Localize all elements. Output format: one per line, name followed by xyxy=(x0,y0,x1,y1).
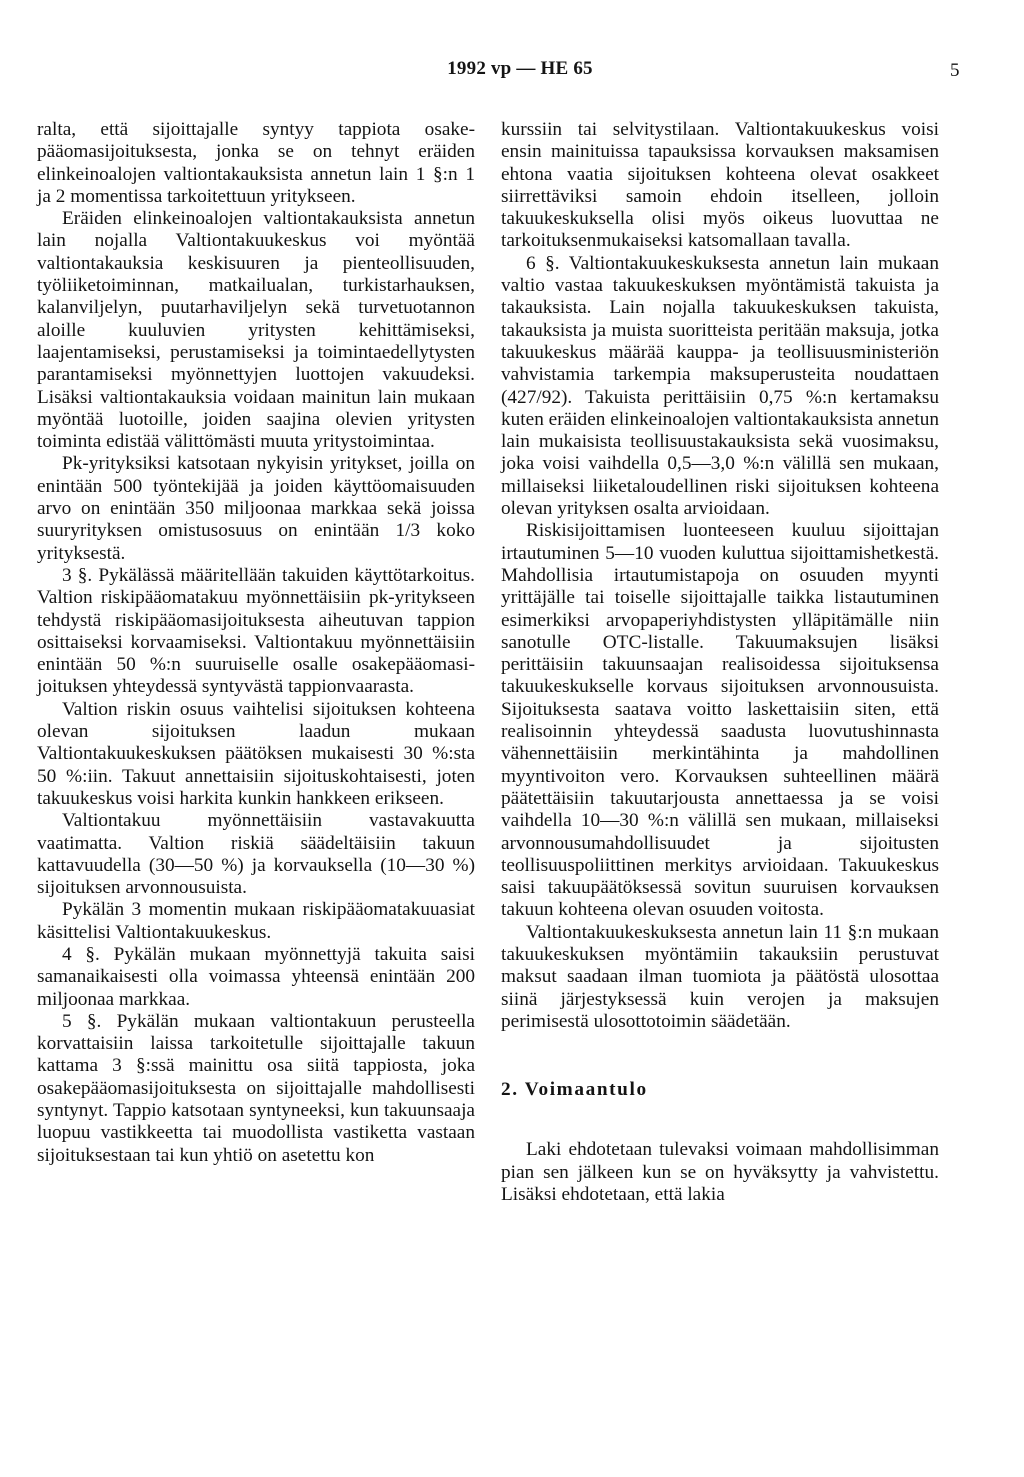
paragraph: kurssiin tai selvitystilaan. Valtiontakuukeskus voisi ensin mainituissa tapauksissa korvauksen maksamisen ehtona vaatia sijoituksen kohteena olevat osakkeet siirrettäviksi samoin ehdoin itselleen, jolloin takuukeskuksella olisi myös oikeus luovuttaa ne tarkoituksenmukaiseksi katsomallaan tavalla. xyxy=(501,119,939,252)
paragraph: 6 §. Valtiontakuukeskuksesta annetun lain mukaan valtio vastaa takuukeskuksen myöntämistä takuista ja takauksista. Lain nojalla takuukeskuksen takuista, takauksista ja muista suoritteista peritään maksuja, jotka takuukeskus määrää kauppa- ja teollisuusministeriön vahvistamia tarkempia maksuperusteita noudattaen (427/92). Takuista perittäisiin 0,75 %:n kertamaksu kuten eräiden elinkeinoalojen valtiontakauksista annetun lain mukaisista teollisuustakauksista sekä vuosimaksu, joka voisi vaihdella 0,5—3,0 %:n välillä sen mukaan, millaiseksi liiketaloudellinen riski sijoituksen kohteena olevan yrityksen osalta arvioidaan. xyxy=(501,252,939,520)
paragraph: Riskisijoittamisen luonteeseen kuuluu sijoittajan irtautuminen 5—10 vuoden kuluttua sijoittamishetkestä. Mahdollisia irtautumistapoja on osuuden myynti yrittäjälle tai toiselle sijoittajalle taikka listautuminen esimerkiksi arvopaperiyhdistysten ylläpitämälle niin sanotulle OTC-listalle. Takuumaksujen lisäksi perittäisiin takuunsaajan realisoidessa sijoituksensa takuukeskukselle korvaus sijoituksen arvonnousuista. Sijoituksesta saatava voitto laskettaisiin siten, että realisoinnin yhteydessä saadusta luovutushinnasta vähennettäisiin merkintähinta ja mahdollinen myyntivoiton vero. Korvauksen suhteellinen määrä päätettäisiin takuutarjousta annettaessa ja se voisi vaihdella 10—30 %:n välillä sen mukaan, millaiseksi arvonnousumahdollisuudet ja sijoitusten teollisuuspoliittinen merkitys arvioidaan. Takuukeskus saisi takuupäätöksessä sovitun suuruisen korvauksen takuun kohteena olevan osuuden voitosta. xyxy=(501,520,939,921)
paragraph: 3 §. Pykälässä määritellään takuiden käyttötarkoitus. Valtion riskipääomatakuu myönnettäisiin pk-yritykseen tehdystä riskipääomasijoituksesta aiheutuvan tappion osittaiseksi korvaamiseksi. Valtiontakuu myönnettäisiin enintään 50 %:n suuruiselle osalle osakepääomasijoituksen yhteydessä syntyvästä tappionvaarasta. xyxy=(37,564,475,698)
section-heading: 2. Voimaantulo xyxy=(501,1079,648,1101)
paragraph: 5 §. Pykälän mukaan valtiontakuun perusteella korvattaisiin laissa tarkoitetulle sijoittajalle takuun kattama 3 §:ssä mainittu osa siitä tappiosta, joka osakepääomasijoituksesta on sijoittajalle mahdollisesti syntynyt. Tappio katsotaan syntyneeksi, kun takuunsaaja luopuu vastikkeetta tai muodollista vastiketta vastaan sijoituksestaan tai kun yhtiö on asetettu kon xyxy=(37,1010,475,1166)
paragraph: Eräiden elinkeinoalojen valtiontakauksista annetun lain nojalla Valtiontakuukeskus voi myöntää valtiontakauksia keskisuuren ja pienteollisuuden, työliiketoiminnan, matkailualan, turkistarhauksen, kalanviljelyn, puutarhaviljelyn sekä turvetuotannon aloille kuuluvien yritysten kehittämiseksi, laajentamiseksi, perustamiseksi ja toimintaedellytysten parantamiseksi myönnettyjen luottojen vakuudeksi. Lisäksi valtiontakauksia voidaan mainitun lain mukaan myöntää luotoille, joiden saajina olevien yritysten toiminta edistää välittömästi muuta yritystoimintaa. xyxy=(37,208,475,453)
paragraph: ralta, että sijoittajalle syntyy tappiota osakepääomasijoituksesta, jonka se on tehnyt eräiden elinkeinoalojen valtiontakauksista annetun lain 1 §:n 1 ja 2 momentissa tarkoitettuun yritykseen. xyxy=(37,119,475,207)
paragraph: Pykälän 3 momentin mukaan riskipääomatakuuasiat käsittelisi Valtiontakuukeskus. xyxy=(37,899,475,943)
page-header xyxy=(0,58,1024,84)
running-title: 1992 vp — HE 65 xyxy=(447,58,593,79)
paragraph: Laki ehdotetaan tulevaksi voimaan mahdollisimman pian sen jälkeen kun se on hyväksytty ja vahvistettu. Lisäksi ehdotetaan, että lakia xyxy=(501,1139,939,1206)
paragraph: Valtiontakuu myönnettäisiin vastavakuutta vaatimatta. Valtion riskiä säädeltäisiin takuun kattavuudella (30—50 %) ja korvauksella (10—30 %) sijoituksen arvonnousuista. xyxy=(37,810,475,899)
paragraph: 4 §. Pykälän mukaan myönnettyjä takuita saisi samanaikaisesti olla voimassa yhteensä enintään 200 miljoonaa markkaa. xyxy=(37,943,475,1010)
right-column xyxy=(501,119,939,1206)
left-column xyxy=(37,119,475,1167)
paragraph: Valtion riskin osuus vaihtelisi sijoituksen kohteena olevan sijoituksen laadun mukaan Valtiontakuukeskuksen päätöksen mukaisesti 30 %:sta 50 %:iin. Takuut annettaisiin sijoituskohtaisesti, joten takuukeskus voisi harkita kunkin hankkeen erikseen. xyxy=(37,698,475,809)
paragraph: Pk-yrityksiksi katsotaan nykyisin yritykset, joilla on enintään 500 työntekijää ja joiden käyttöomaisuuden arvo on enintään 350 miljoonaa markkaa sekä joissa suuryrityksen omistusosuus on enintään 1/3 koko yrityksestä. xyxy=(37,453,475,564)
page-number: 5 xyxy=(950,60,960,81)
paragraph: Valtiontakuukeskuksesta annetun lain 11 §:n mukaan takuukeskuksen myöntämiin takauksiin perustuvat maksut saadaan ilman tuomiota ja päätöstä ulosottaa siinä järjestyksessä kuin verojen ja maksujen perimisestä ulosottotoimin säädetään. xyxy=(501,921,939,1032)
